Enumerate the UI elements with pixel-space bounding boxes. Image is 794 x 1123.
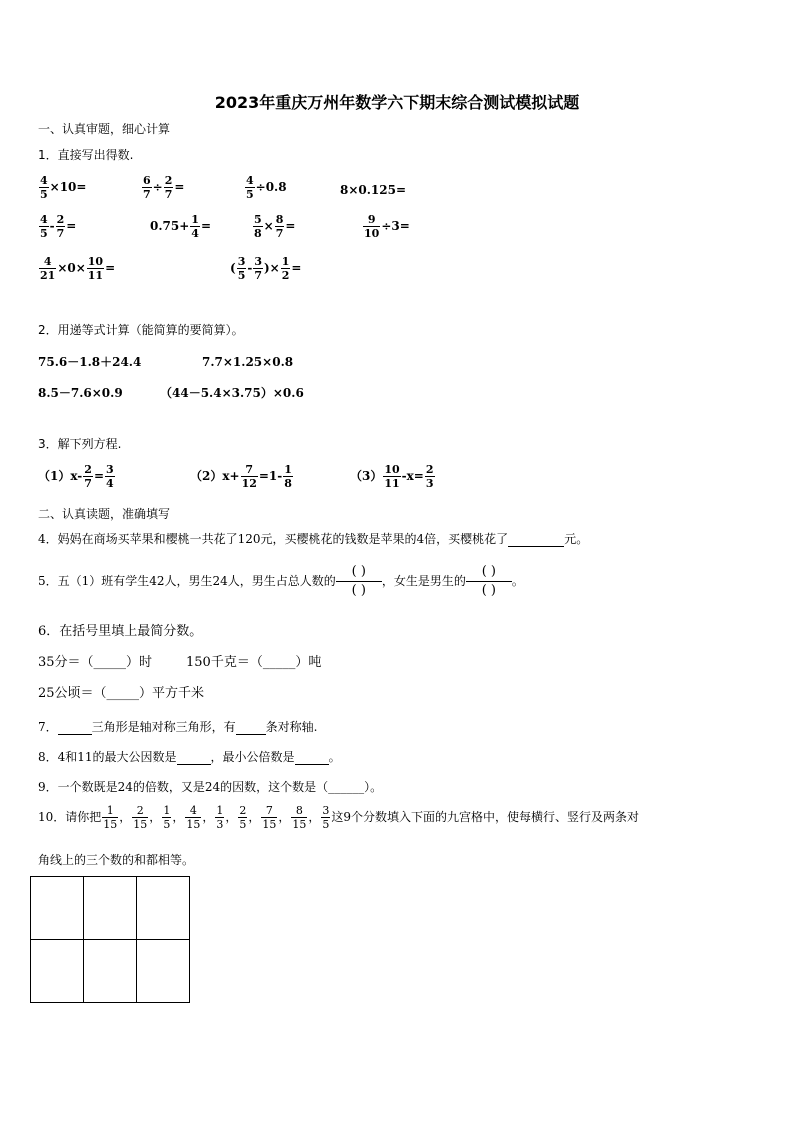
- separator: ，: [278, 810, 291, 824]
- separator: ，: [225, 810, 238, 824]
- separator: ，: [119, 810, 132, 824]
- separator: ，: [248, 810, 261, 824]
- q1-r3-a: $\frac{4}{21}$ ×0× $\frac{10}{11}$ =: [40, 255, 116, 282]
- grid-cell[interactable]: [31, 877, 84, 940]
- q1-r2-c: $\frac{5}{8}$ × $\frac{8}{7}$ =: [254, 213, 296, 240]
- q10-fraction: $\frac{1}{15}$: [103, 804, 118, 831]
- q1-r2-a: $\frac{4}{5}$ - $\frac{2}{7}$ =: [40, 213, 77, 240]
- q3-eq-2: （2）x+ $\frac{7}{12}$ =1- $\frac{1}{8}$: [190, 463, 292, 490]
- grid-cell[interactable]: [84, 940, 137, 1003]
- answer-blank[interactable]: [508, 532, 564, 547]
- q6-line-1a: 35分＝（_____）时: [38, 655, 153, 670]
- fraction: $\frac{4}{5}$: [40, 174, 48, 201]
- answer-blank[interactable]: [295, 750, 329, 765]
- grid-cell[interactable]: [84, 877, 137, 940]
- page-title: 2023年重庆万州年数学六下期末综合测试模拟试题: [214, 93, 580, 112]
- q8: 8．4和11的最大公因数是 ，最小公倍数是 。: [38, 750, 341, 764]
- q3-label: 3．解下列方程.: [38, 437, 122, 451]
- q10-fraction: $\frac{2}{15}$: [133, 804, 148, 831]
- q5: 5．五（1）班有学生42人，男生24人，男生占总人数的 ( ) ( ) ，女生是男生的 ( ) ( ) 。: [38, 564, 524, 598]
- fraction-answer-box[interactable]: ( ) ( ): [336, 563, 382, 600]
- q3-eq-3: （3） $\frac{10}{11}$ -x= $\frac{2}{3}$: [350, 463, 434, 490]
- answer-blank[interactable]: [177, 750, 211, 765]
- magic-square-grid: [30, 876, 190, 1003]
- q1-r1-b: $\frac{6}{7}$ ÷ $\frac{2}{7}$ =: [143, 174, 185, 201]
- q10-line-2: 角线上的三个数的和都相等。: [38, 853, 195, 867]
- q10-fraction: $\frac{3}{5}$: [322, 804, 330, 831]
- grid-cell[interactable]: [137, 940, 190, 1003]
- grid-cell[interactable]: [31, 940, 84, 1003]
- q1-r1-d: 8×0.125=: [340, 183, 407, 197]
- separator: ，: [308, 810, 321, 824]
- q1-r2-b: 0.75+ $\frac{1}{4}$ =: [150, 213, 211, 240]
- q10-fraction: $\frac{4}{15}$: [186, 804, 201, 831]
- answer-blank[interactable]: [58, 720, 92, 735]
- q10-line-1: 10．请你把 $\frac{1}{15}$ ， $\frac{2}{15}$ ， $\frac{1}{5}$ ， $\frac{4}{15}$ ， $\frac{1}{3}$ ， $\frac{2}{5}$ ， $\frac{7}{15}$ ， $\frac{8}{15}$ ， $\frac{3}{5}$ 这9个分数填入下面的九宫格中，使每横行、竖行及两条对: [38, 804, 640, 831]
- q9: 9．一个数既是24的倍数，又是24的因数，这个数是（______）。: [38, 780, 383, 794]
- q10-fraction-list: [101, 804, 331, 831]
- separator: ，: [172, 810, 185, 824]
- q6-line-2: 25公顷＝（_____）平方千米: [38, 686, 205, 701]
- q2-expr-4: （44－5.4×3.75）×0.6: [160, 386, 304, 400]
- q6-line-1b: 150千克＝（_____）吨: [186, 655, 322, 670]
- q10-fraction: $\frac{1}{3}$: [216, 804, 224, 831]
- separator: ，: [202, 810, 215, 824]
- q7: 7． 三角形是轴对称三角形，有 条对称轴.: [38, 720, 318, 734]
- q2-label: 2．用递等式计算（能简算的要简算）。: [38, 323, 244, 337]
- q1-r3-b: ( $\frac{3}{5}$ - $\frac{3}{7}$ )× $\frac{1}{2}$ =: [230, 255, 302, 282]
- q10-fraction: $\frac{7}{15}$: [262, 804, 277, 831]
- q1-r1-c: $\frac{4}{5}$ ÷0.8: [246, 174, 287, 201]
- q10-fraction: $\frac{8}{15}$: [292, 804, 307, 831]
- section-1-heading: 一、认真审题，细心计算: [38, 122, 171, 136]
- q2-expr-3: 8.5－7.6×0.9: [38, 386, 123, 400]
- q4: 4．妈妈在商场买苹果和樱桃一共花了120元，买樱桃花的钱数是苹果的4倍，买樱桃花了 元。: [38, 532, 589, 546]
- q10-fraction: $\frac{1}{5}$: [163, 804, 171, 831]
- answer-blank[interactable]: [236, 720, 266, 735]
- q10-fraction: $\frac{2}{5}$: [239, 804, 247, 831]
- q1-r1-a: $\frac{4}{5}$ ×10=: [40, 174, 87, 201]
- q3-eq-1: （1）x- $\frac{2}{7}$ = $\frac{3}{4}$: [38, 463, 114, 490]
- q2-expr-1: 75.6－1.8＋24.4: [38, 355, 142, 369]
- q2-expr-2: 7.7×1.25×0.8: [202, 355, 294, 369]
- fraction-answer-box[interactable]: ( ) ( ): [466, 563, 512, 600]
- grid-cell[interactable]: [137, 877, 190, 940]
- q1-r2-d: $\frac{9}{10}$ ÷3=: [364, 213, 410, 240]
- q6-label: 6．在括号里填上最简分数。: [38, 624, 203, 639]
- section-2-heading: 二、认真读题，准确填写: [38, 507, 171, 521]
- separator: ，: [149, 810, 162, 824]
- q1-label: 1．直接写出得数.: [38, 148, 134, 162]
